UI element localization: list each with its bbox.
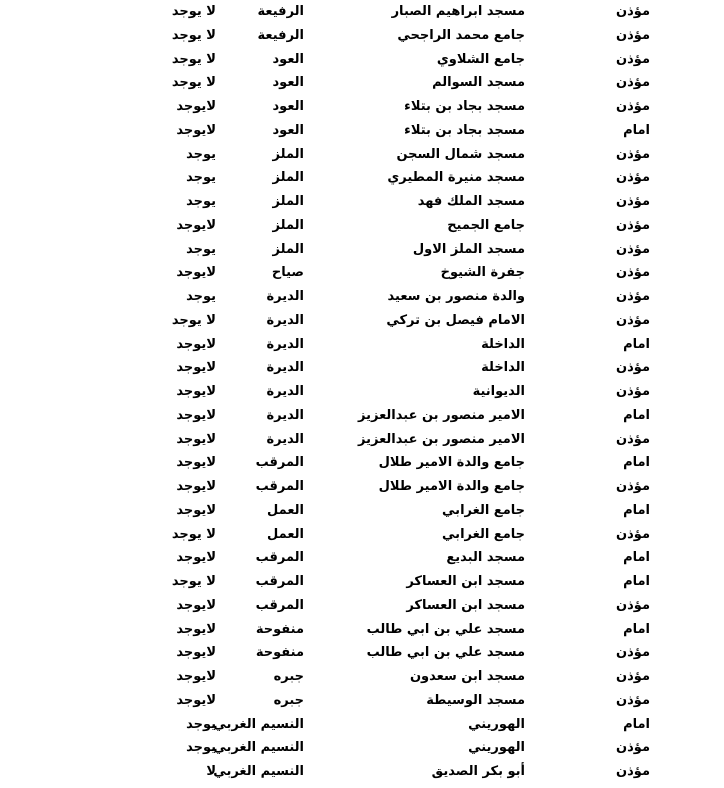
district-cell: الملز [272, 217, 304, 233]
status-cell: يوجد [186, 740, 216, 756]
district-cell: الملز [272, 146, 304, 162]
role-cell: مؤذن [616, 669, 650, 684]
table-row [0, 618, 724, 642]
table-row [0, 143, 724, 167]
role-cell: امام [623, 716, 650, 732]
role-cell: مؤذن [616, 431, 650, 447]
table-row [0, 641, 724, 665]
status-cell: لا يوجد [171, 51, 216, 67]
table-row [0, 713, 724, 737]
role-cell: مؤذن [616, 479, 650, 494]
district-cell: العود [272, 75, 304, 91]
table-row [0, 594, 724, 618]
district-cell: النسيم الغربي [213, 716, 304, 732]
status-cell: لايوجد [176, 621, 216, 637]
role-cell: امام [623, 621, 650, 637]
role-cell: مؤذن [616, 4, 650, 19]
mosque-name-cell: الداخلة [481, 360, 525, 376]
mosque-name-cell: مسجد ابن سعدون [409, 669, 525, 684]
role-cell: مؤذن [616, 289, 650, 304]
table-row [0, 736, 724, 760]
role-cell: مؤذن [616, 645, 650, 661]
status-cell: لايوجد [176, 336, 216, 352]
district-cell: المرقب [255, 597, 304, 613]
district-cell: الديرة [266, 312, 304, 328]
role-cell: مؤذن [616, 764, 650, 779]
status-cell: يوجد [186, 146, 216, 162]
table-row [0, 475, 724, 499]
role-cell: امام [623, 336, 650, 352]
table-row [0, 404, 724, 428]
status-cell: لايوجد [176, 384, 216, 399]
district-cell: الديرة [266, 431, 304, 447]
status-cell: لايوجد [176, 99, 216, 114]
role-cell: مؤذن [616, 27, 650, 43]
district-cell: العمل [267, 526, 304, 542]
status-cell: لايوجد [176, 479, 216, 494]
district-cell: النسيم الغربي [213, 740, 304, 756]
district-cell: الديرة [266, 336, 304, 352]
status-cell: لايوجد [176, 122, 216, 138]
status-cell: لايوجد [176, 692, 216, 708]
status-cell: يوجد [186, 716, 216, 732]
mosque-name-cell: مسجد بجاد بن بتلاء [404, 99, 525, 114]
table-row [0, 428, 724, 452]
status-cell: لايوجد [176, 360, 216, 376]
mosque-name-cell: جامع والدة الامير طلال [378, 479, 525, 494]
table-row [0, 214, 724, 238]
table-row [0, 238, 724, 262]
district-cell: الملز [272, 194, 304, 209]
district-cell: الملز [272, 241, 304, 257]
status-cell: لايوجد [176, 669, 216, 684]
role-cell: مؤذن [616, 146, 650, 162]
mosque-name-cell: الامام فيصل بن تركي [386, 312, 525, 328]
role-cell: مؤذن [616, 360, 650, 376]
district-cell: الرفيعة [257, 4, 304, 19]
role-cell: مؤذن [616, 217, 650, 233]
mosque-name-cell: جامع الغرابي [442, 502, 525, 518]
table-row [0, 0, 724, 24]
mosque-name-cell: مسجد شمال السجن [396, 146, 525, 162]
district-cell: الملز [272, 170, 304, 186]
mosque-name-cell: الداخلة [481, 336, 525, 352]
district-cell: المرقب [255, 574, 304, 589]
role-cell: امام [623, 574, 650, 589]
district-cell: جبره [273, 692, 304, 708]
mosque-name-cell: الهوريني [468, 740, 525, 756]
mosque-name-cell: جامع الغرابي [442, 526, 525, 542]
district-cell: الديرة [266, 407, 304, 423]
status-cell: لا يوجد [171, 75, 216, 91]
status-cell: لايوجد [176, 455, 216, 471]
table-row [0, 665, 724, 689]
district-cell: النسيم الغربي [213, 764, 304, 779]
mosque-name-cell: مسجد ابن العساكر [406, 597, 525, 613]
mosque-name-cell: أبو بكر الصديق [431, 764, 525, 779]
mosque-name-cell: مسجد منيرة المطيري [387, 170, 525, 186]
table-row [0, 333, 724, 357]
status-cell: لايوجد [176, 407, 216, 423]
role-cell: امام [623, 407, 650, 423]
table-row [0, 499, 724, 523]
mosque-name-cell: جامع محمد الراجحي [397, 27, 525, 43]
table-row [0, 451, 724, 475]
district-cell: العمل [267, 502, 304, 518]
status-cell: لايوجد [176, 431, 216, 447]
district-cell: جبره [273, 669, 304, 684]
mosque-name-cell: جامع الشلاوي [436, 51, 525, 67]
role-cell: امام [623, 122, 650, 138]
mosque-name-cell: مسجد الوسيطة [426, 692, 525, 708]
mosque-name-cell: الامير منصور بن عبدالعزيز [358, 431, 525, 447]
district-cell: العود [272, 51, 304, 67]
status-cell: يوجد [186, 170, 216, 186]
district-cell: العود [272, 122, 304, 138]
status-cell: لا يوجد [171, 526, 216, 542]
mosque-name-cell: مسجد ابن العساكر [406, 574, 525, 589]
table-row [0, 546, 724, 570]
role-cell: مؤذن [616, 384, 650, 399]
status-cell: لايوجد [176, 502, 216, 518]
table-row [0, 523, 724, 547]
status-cell: لايوجد [176, 597, 216, 613]
status-cell: لايوجد [176, 265, 216, 281]
district-cell: المرقب [255, 455, 304, 471]
role-cell: مؤذن [616, 692, 650, 708]
role-cell: مؤذن [616, 194, 650, 209]
role-cell: مؤذن [616, 99, 650, 114]
district-cell: الرفيعة [257, 27, 304, 43]
status-cell: لا يوجد [171, 312, 216, 328]
status-cell: يوجد [186, 241, 216, 257]
table-row [0, 309, 724, 333]
status-cell: لايوجد [176, 645, 216, 661]
mosque-name-cell: جفرة الشيوخ [440, 265, 525, 281]
role-cell: مؤذن [616, 265, 650, 281]
role-cell: مؤذن [616, 526, 650, 542]
district-cell: المرقب [255, 479, 304, 494]
table-row [0, 285, 724, 309]
role-cell: مؤذن [616, 740, 650, 756]
table-row [0, 380, 724, 404]
table-row [0, 356, 724, 380]
role-cell: امام [623, 502, 650, 518]
table-row [0, 119, 724, 143]
mosque-name-cell: الديوانية [472, 384, 525, 399]
mosque-name-cell: مسجد ابراهيم الصبار [391, 4, 525, 19]
status-cell: لا [206, 764, 216, 779]
table-row [0, 71, 724, 95]
status-cell: يوجد [186, 289, 216, 304]
mosque-name-cell: مسجد بجاد بن بتلاء [404, 122, 525, 138]
mosque-name-cell: مسجد الملك فهد [417, 194, 525, 209]
mosque-name-cell: جامع الجميح [447, 217, 525, 233]
role-cell: مؤذن [616, 241, 650, 257]
mosque-name-cell: والدة منصور بن سعيد [387, 289, 525, 304]
table-row [0, 760, 724, 784]
table-row [0, 166, 724, 190]
district-cell: صياح [271, 265, 304, 281]
status-cell: لا يوجد [171, 4, 216, 19]
district-cell: المرقب [255, 550, 304, 566]
table-row [0, 190, 724, 214]
district-cell: منفوحة [255, 645, 304, 661]
status-cell: لايوجد [176, 550, 216, 566]
role-cell: مؤذن [616, 597, 650, 613]
district-cell: الديرة [266, 289, 304, 304]
role-cell: امام [623, 455, 650, 471]
mosque-name-cell: جامع والدة الامير طلال [378, 455, 525, 471]
table-row [0, 261, 724, 285]
table-row [0, 24, 724, 48]
mosque-name-cell: مسجد السوالم [432, 75, 525, 91]
table-row [0, 95, 724, 119]
role-cell: مؤذن [616, 75, 650, 91]
district-cell: العود [272, 99, 304, 114]
status-cell: لا يوجد [171, 574, 216, 589]
role-cell: مؤذن [616, 312, 650, 328]
table-row [0, 570, 724, 594]
district-cell: منفوحة [255, 621, 304, 637]
table-row [0, 689, 724, 713]
mosque-name-cell: مسجد علي بن ابي طالب [366, 645, 525, 661]
mosque-name-cell: مسجد علي بن ابي طالب [366, 621, 525, 637]
role-cell: امام [623, 550, 650, 566]
role-cell: مؤذن [616, 170, 650, 186]
district-cell: الديرة [266, 360, 304, 376]
role-cell: مؤذن [616, 51, 650, 67]
mosque-name-cell: الامير منصور بن عبدالعزيز [358, 407, 525, 423]
mosque-name-cell: مسجد الملز الاول [412, 241, 525, 257]
mosque-name-cell: الهوريني [468, 716, 525, 732]
status-cell: لا يوجد [171, 27, 216, 43]
mosque-name-cell: مسجد البديع [446, 550, 525, 566]
status-cell: لايوجد [176, 217, 216, 233]
district-cell: الديرة [266, 384, 304, 399]
table-row [0, 48, 724, 72]
status-cell: يوجد [186, 194, 216, 209]
